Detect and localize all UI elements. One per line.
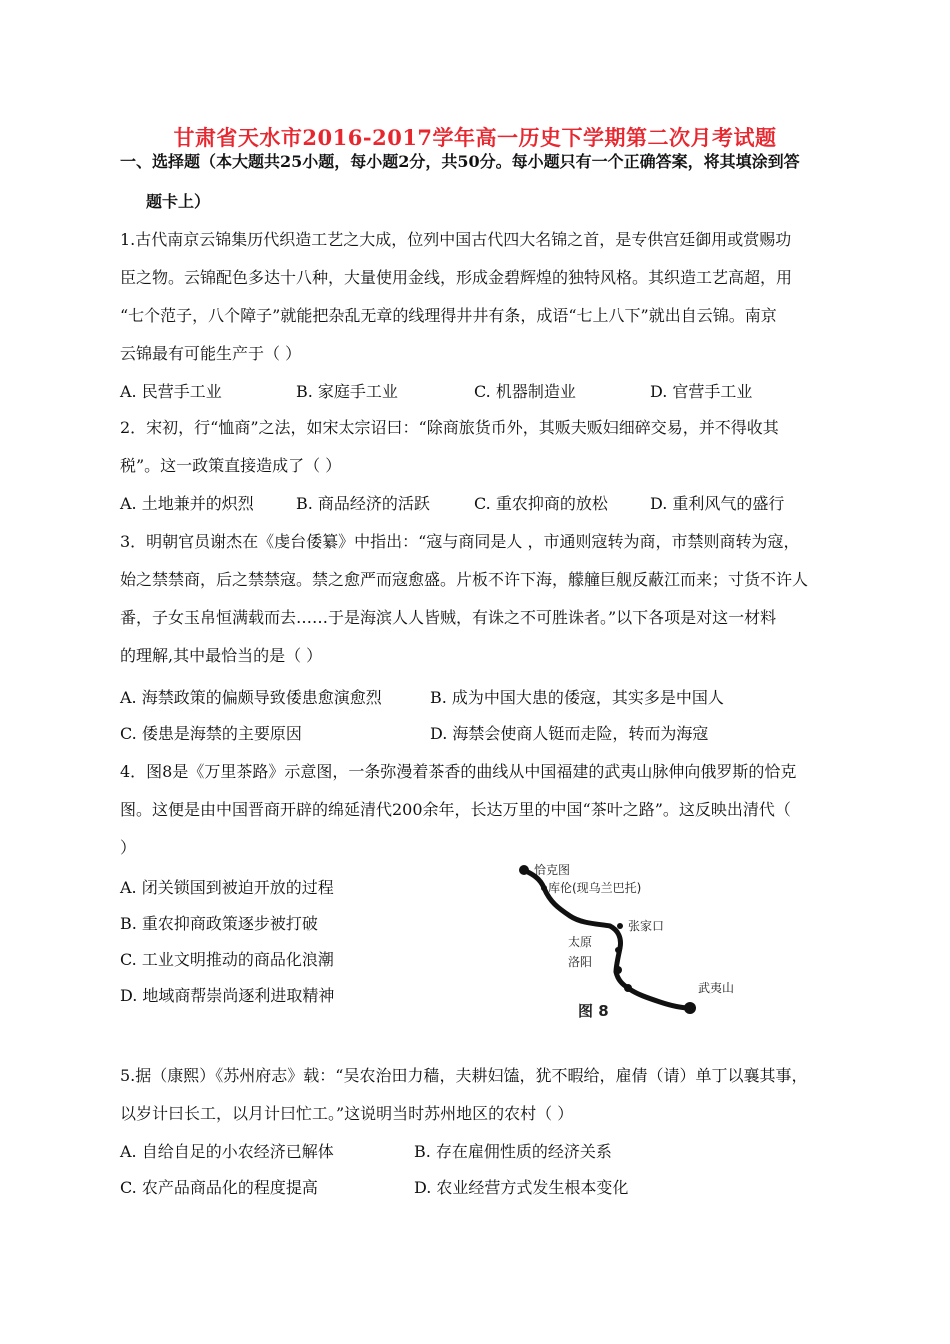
q1-line-2: 臣之物。云锦配色多达十八种，大量使用金线，形成金碧辉煌的独特风格。其织造工艺高超，用 xyxy=(120,268,793,287)
city-marker xyxy=(614,966,622,974)
q5-line-1: 5.据（康熙）《苏州府志》载：“吴农治田力穑，夫耕妇馌，犹不暇给，雇倩（请）单丁以襄其事， xyxy=(120,1066,808,1085)
q1-line-1: 1.古代南京云锦集历代织造工艺之大成，位列中国古代四大名锦之首，是专供宫廷御用或赏赐功 xyxy=(120,230,792,249)
map-label-zhangjiakou: 张家口 xyxy=(628,919,665,933)
q5-option-b: B. 存在雇佣性质的经济关系 xyxy=(414,1142,612,1161)
exam-title: 甘肃省天水市2016-2017学年高一历史下学期第二次月考试题 xyxy=(173,125,777,150)
q5-option-c: C. 农产品商品化的程度提高 xyxy=(120,1178,318,1197)
q4-option-c: C. 工业文明推动的商品化浪潮 xyxy=(120,950,334,969)
q2-line-1: 2．宋初，行“恤商”之法，如宋太宗诏曰：“除商旅货币外，其贩夫贩妇细碎交易，并不得收其 xyxy=(120,418,779,437)
q1-line-4: 云锦最有可能生产于（ ） xyxy=(120,344,302,363)
q4-line-1: 4．图8是《万里茶路》示意图，一条弥漫着茶香的曲线从中国福建的武夷山脉伸向俄罗斯的恰克 xyxy=(120,762,797,781)
q3-line-2: 始之禁禁商，后之禁禁寇。禁之愈严而寇愈盛。片板不许下海，艨艟巨舰反蔽江而来；寸货不许人 xyxy=(120,570,809,589)
city-marker xyxy=(684,1002,696,1014)
map-label-wuyishan: 武夷山 xyxy=(698,981,735,995)
section-heading-line1: 一、选择题（本大题共25小题，每小题2分，共50分。每小题只有一个正确答案，将其填涂到答 xyxy=(120,152,800,171)
q2-option-d: D. 重利风气的盛行 xyxy=(650,494,785,513)
q4-option-a: A. 闭关锁国到被迫开放的过程 xyxy=(120,878,334,897)
q3-line-1: 3．明朝官员谢杰在《虔台倭纂》中指出：“寇与商同是人 ，市通则寇转为商，市禁则商转为寇， xyxy=(120,532,800,551)
q5-option-a: A. 自给自足的小农经济已解体 xyxy=(120,1142,334,1161)
city-marker xyxy=(615,947,621,953)
city-marker xyxy=(624,984,632,992)
q2-option-a: A. 土地兼并的炽烈 xyxy=(120,494,254,513)
map-label-kulun: 库伦(现乌兰巴托) xyxy=(548,881,642,895)
q3-option-a: A. 海禁政策的偏颇导致倭患愈演愈烈 xyxy=(120,688,382,707)
q1-option-d: D. 官营手工业 xyxy=(650,382,753,401)
q4-option-d: D. 地域商帮崇尚逐利进取精神 xyxy=(120,986,335,1005)
map-label-luoyang: 洛阳 xyxy=(568,955,593,969)
q3-line-4: 的理解,其中最恰当的是（ ） xyxy=(120,646,323,665)
q3-option-c: C. 倭患是海禁的主要原因 xyxy=(120,724,302,743)
q1-option-b: B. 家庭手工业 xyxy=(296,382,398,401)
q1-line-3: “七个范子，八个障子”就能把杂乱无章的线理得井井有条，成语“七上八下”就出自云锦。南京 xyxy=(120,306,777,325)
q1-option-c: C. 机器制造业 xyxy=(474,382,576,401)
city-marker xyxy=(541,885,547,891)
city-marker xyxy=(617,923,623,929)
q3-line-3: 番，子女玉帛恒满载而去……于是海滨人人皆贼，有诛之不可胜诛者。”以下各项是对这一材料 xyxy=(120,608,777,627)
map-label-taiyuan: 太原 xyxy=(568,935,593,949)
q5-option-d: D. 农业经营方式发生根本变化 xyxy=(414,1178,629,1197)
q2-option-b: B. 商品经济的活跃 xyxy=(296,494,430,513)
map-caption: 图 8 xyxy=(578,1002,609,1020)
q4-option-b: B. 重农抑商政策逐步被打破 xyxy=(120,914,318,933)
section-heading-line2: 题卡上） xyxy=(146,192,211,211)
tea-road-map xyxy=(510,858,740,1028)
q3-option-b: B. 成为中国大患的倭寇，其实多是中国人 xyxy=(430,688,724,707)
map-label-kyakhta: 恰克图 xyxy=(534,863,571,877)
q4-line-3: ） xyxy=(120,838,137,857)
city-marker xyxy=(519,865,529,875)
q1-option-a: A. 民营手工业 xyxy=(120,382,222,401)
q4-line-2: 图。这便是由中国晋商开辟的绵延清代200余年，长达万里的中国“茶叶之路”。这反映出清代（ xyxy=(120,800,791,819)
q3-option-d: D. 海禁会使商人铤而走险，转而为海寇 xyxy=(430,724,709,743)
q2-line-2: 税”。这一政策直接造成了（ ） xyxy=(120,456,342,475)
q2-option-c: C. 重农抑商的放松 xyxy=(474,494,608,513)
q5-line-2: 以岁计曰长工，以月计曰忙工。”这说明当时苏州地区的农村（ ） xyxy=(120,1104,574,1123)
